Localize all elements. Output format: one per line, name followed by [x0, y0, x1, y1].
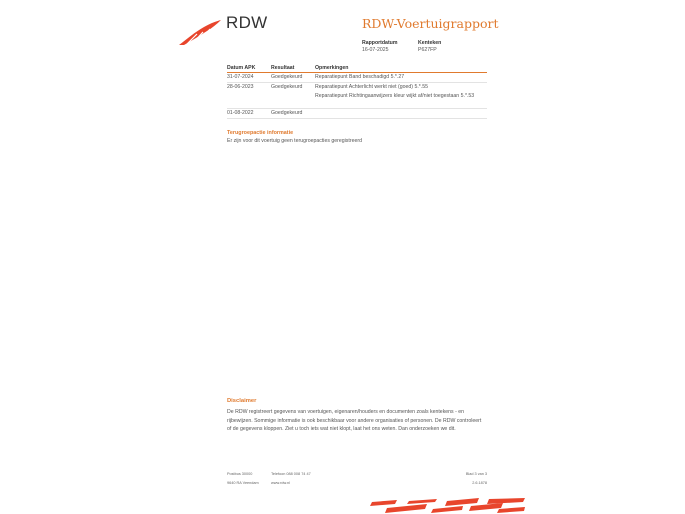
apk-date: 01-08-2022 — [227, 110, 254, 116]
footer-page-number: Blad 3 van 3 — [465, 472, 487, 476]
column-header-remarks: Opmerkingen — [315, 65, 349, 71]
apk-table-header — [227, 64, 487, 73]
plate-label: Kenteken — [418, 40, 442, 46]
report-date-label: Rapportdatum — [362, 40, 398, 46]
footer-address-line1: Postbus 30000 — [227, 472, 253, 476]
footer-version: 2.6.1878 — [472, 481, 487, 485]
apk-remark: Reparatiepunt Richtingaanwijzers kleur wijkt af/niet toegestaan 5.*.53 — [315, 92, 475, 99]
plate-value: P627FP — [418, 47, 437, 53]
footer-page-info — [430, 470, 487, 488]
apk-result: Goedgekeurd — [271, 110, 303, 116]
apk-result: Goedgekeurd — [271, 74, 303, 80]
footer-contact — [271, 470, 311, 488]
apk-date: 28-06-2023 — [227, 84, 254, 90]
apk-remarks — [315, 74, 485, 82]
recalls-title: Terugroepactie informatie — [227, 130, 294, 136]
logo-text: RDW — [226, 13, 268, 32]
report-title: RDW-Voertuigrapport — [362, 16, 499, 31]
table-row — [227, 73, 487, 83]
apk-table — [227, 64, 487, 119]
rdw-logo-icon — [178, 20, 222, 46]
apk-date: 31-07-2024 — [227, 74, 254, 80]
apk-result: Goedgekeurd — [271, 84, 303, 90]
footer-website[interactable]: www.rdw.nl — [271, 481, 290, 485]
decorative-stripes-icon — [367, 498, 527, 514]
footer-address — [227, 470, 259, 488]
column-header-result: Resultaat — [271, 65, 295, 71]
column-header-date: Datum APK — [227, 65, 256, 71]
report-date-block — [362, 40, 397, 54]
recalls-text: Er zijn voor dit voertuig geen terugroepacties geregistreerd — [227, 138, 362, 144]
table-row — [227, 83, 487, 109]
apk-remarks — [315, 84, 485, 99]
report-date-value: 16-07-2025 — [362, 47, 389, 53]
apk-remark: Reparatiepunt Achterlicht werkt niet (goed) 5.*.55 — [315, 84, 429, 90]
plate-block — [418, 40, 441, 54]
apk-remark: Reparatiepunt Band beschadigd 5.*.27 — [315, 74, 405, 80]
footer-address-line2: 9640 RA Veendam — [227, 481, 259, 485]
disclaimer-text: De RDW registreert gegevens van voertuigen, eigenaren/houders en documenten zoals kentekens - en rijbewijzen. Sommige informatie is ook beschikbaar voor andere organisaties of personen. De RDW controleert of de gegevens kloppen. Ziet u toch iets wat niet klopt, laat het ons weten. Dan onderzoeken we dit. — [227, 409, 482, 432]
footer-phone: Telefoon 088 008 74 47 — [271, 472, 311, 476]
table-row — [227, 109, 487, 119]
disclaimer-title: Disclaimer — [227, 398, 257, 404]
